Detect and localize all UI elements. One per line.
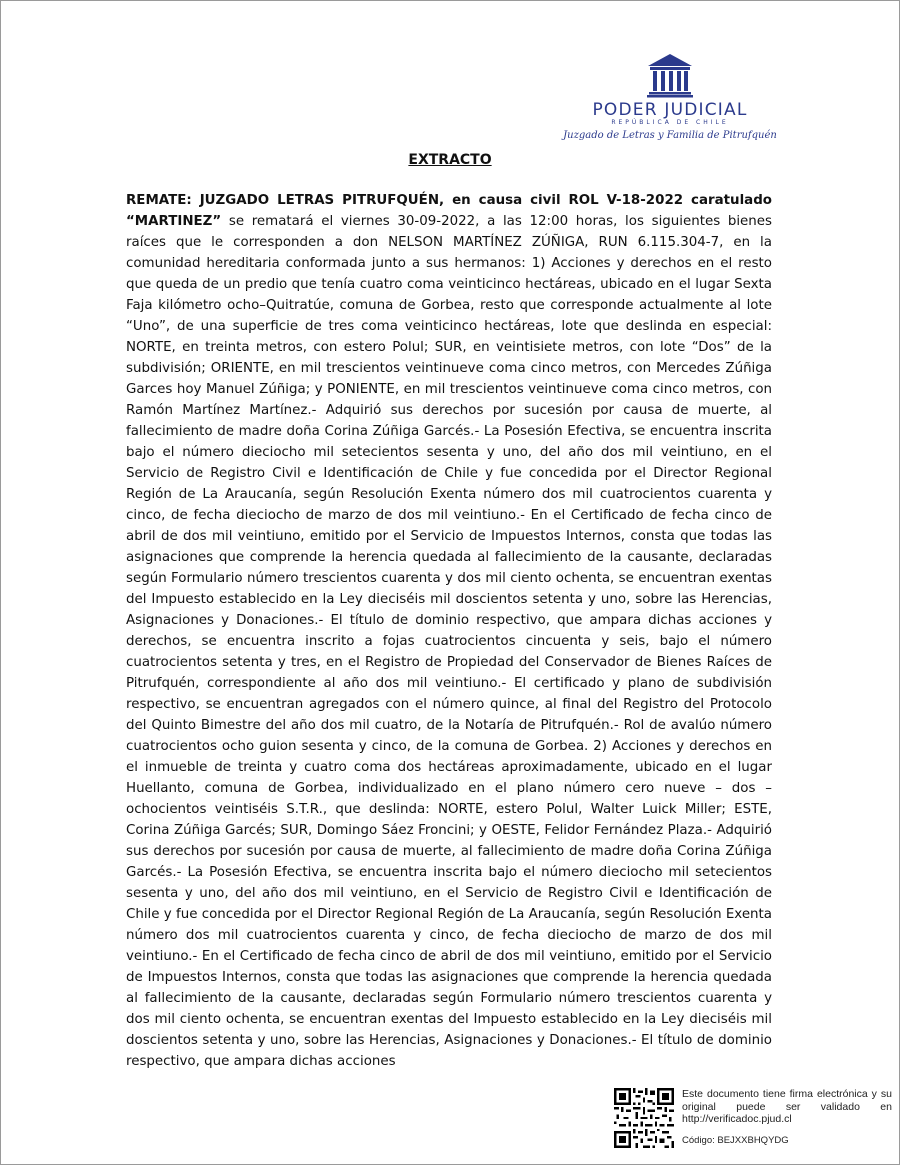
document-body [126,190,772,1072]
signature-note: Este documento tiene firma electrónica y su original puede ser validado en http://verificadoc.pjud.cl [682,1088,892,1126]
document-lead: REMATE: JUZGADO LETRAS PITRUFQUÉN, en causa civil ROL V-18-2022 caratulado “MARTINEZ” [126,193,772,229]
document-paragraph: se rematará el viernes 30-09-2022, a las 12:00 horas, los siguientes bienes raíces que le corresponden a don NELSON MARTÍNEZ ZÚÑIGA, RUN 6.115.304-7, en la comunidad hereditaria conformada junto a sus hermanos: 1) Acciones y derechos en el resto que queda de un predio que tenía cuatro coma veinticinco hectáreas, ubicado en el lugar Sexta Faja kilómetro ocho–Quitratúe, comuna de Gorbea, resto que corresponde actualmente al lote “Uno”, de una superficie de tres coma veinticinco hectáreas, lote que deslinda en especial: NORTE, en treinta metros, con estero Polul; SUR, en veintisiete metros, con lote “Dos” de la subdivisión; ORIENTE, en mil trescientos veintinueve coma cinco metros, con Mercedes Zúñiga Garces hoy Manuel Zúñiga; y PONIENTE, en mil trescientos veintinueve coma cinco metros, con Ramón Martínez Martínez.- Adquirió sus derechos por sucesión por causa de muerte, al fallecimiento de madre doña Corina Zúñiga Garcés.- La Posesión Efectiva, se encuentra inscrita bajo el número dieciocho mil setecientos sesenta y uno, del año dos mil veintiuno, en el Servicio de Registro Civil e Identificación de Chile y fue concedida por el Director Regional Región de La Araucanía, según Resolución Exenta número dos mil cuatrocientos cuarenta y cinco, de fecha dieciocho de marzo de dos mil veintiuno.- En el Certificado de fecha cinco de abril de dos mil veintiuno, emitido por el Servicio de Impuestos Internos, consta que todas las asignaciones que comprende la herencia quedada al fallecimiento de la causante, declaradas según Formulario número trescientos cuarenta y dos mil ciento ochenta, se encuentran exentas del Impuesto establecido en la Ley dieciséis mil doscientos setenta y uno, sobre las Herencias, Asignaciones y Donaciones.- El título de dominio respectivo, que ampara dichas acciones y derechos, se encuentra inscrito a fojas cuatrocientos cincuenta y seis, bajo el número cuatrocientos setenta y tres, en el Registro de Propiedad del Conservador de Bienes Raíces de Pitrufquén, correspondiente al año dos mil veintiuno.- El certificado y plano de subdivisión respectivo, se encuentran agregados con el número quince, al final del Registro del Protocolo del Quinto Bimestre del año dos mil cuatro, de la Notaría de Pitrufquén.- Rol de avalúo número cuatrocientos ocho guion sesenta y cinco, de la comuna de Gorbea. 2) Acciones y derechos en el inmueble de treinta y cuatro coma dos hectáreas aproximadamente, ubicado en el lugar Huellanto, comuna de Gorbea, individualizado en el plano número cero nueve – dos – ochocientos veintiséis S.T.R., que deslinda: NORTE, estero Polul, Walter Luick Miller; ESTE, Corina Zúñiga Garcés; SUR, Domingo Sáez Froncini; y OESTE, Felidor Fernández Plaza.- Adquirió sus derechos por sucesión por causa de muerte, al fallecimiento de madre doña Corina Zúñiga Garcés.- La Posesión Efectiva, se encuentra inscrita bajo el número dieciocho mil setecientos sesenta y uno, del año dos mil veintiuno, en el Servicio de Registro Civil e Identificación de Chile y fue concedida por el Director Regional Región de La Araucanía, según Resolución Exenta número dos mil cuatrocientos cuarenta y cinco, de fecha dieciocho de marzo de dos mil veintiuno.- En el Certificado de fecha cinco de abril de dos mil veintiuno, emitido por el Servicio de Impuestos Internos, consta que todas las asignaciones que comprende la herencia quedada al fallecimiento de la causante, declaradas según Formulario número trescientos cuarenta y dos mil ciento ochenta, se encuentran exentas del Impuesto establecido en la Ley dieciséis mil doscientos setenta y uno, sobre las Herencias, Asignaciones y Donaciones.- El título de dominio respectivo, que ampara dichas acciones [126,214,772,1069]
org-subtitle: REPÚBLICA DE CHILE [611,119,729,126]
signature-footer [614,1088,894,1150]
header-logo [560,52,780,141]
org-name: PODER JUDICIAL [592,100,748,120]
court-name: Juzgado de Letras y Familia de Pitrufquén [563,130,777,141]
document-title: EXTRACTO [408,152,492,168]
qr-code-icon [614,1088,674,1148]
verification-code: Código: BEJXXBHQYDG [682,1135,789,1146]
courthouse-icon [646,52,694,98]
